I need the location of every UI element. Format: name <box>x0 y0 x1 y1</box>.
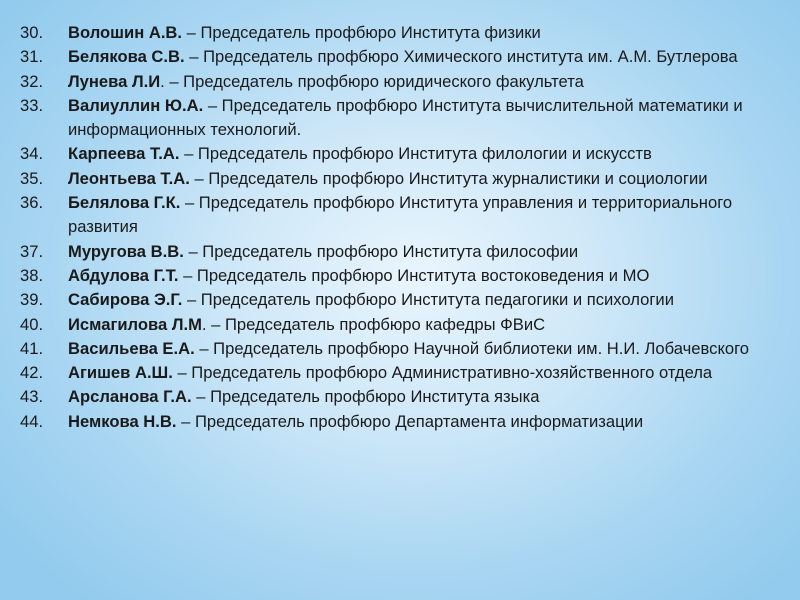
list-item <box>20 385 795 409</box>
item-number: 36. <box>20 193 44 213</box>
person-name: Лунева Л.И <box>68 71 161 91</box>
person-name: Васильева Е.А. <box>68 338 195 358</box>
list-item <box>20 45 795 69</box>
list-item <box>20 361 795 385</box>
item-number: 34. <box>20 144 44 164</box>
list-item <box>20 94 795 143</box>
person-name: Валиуллин Ю.А. <box>68 95 204 115</box>
person-name: Абдулова Г.Т. <box>68 265 179 285</box>
list-item <box>20 313 795 337</box>
item-text <box>68 313 795 337</box>
item-text <box>68 191 795 240</box>
item-number: 39. <box>20 290 44 310</box>
list-item <box>20 167 795 191</box>
item-text <box>68 94 795 143</box>
item-number: 30. <box>20 23 44 42</box>
person-role: – Председатель профбюро Института журналистики и социологии <box>189 168 708 188</box>
person-name: Белякова С.В. <box>68 47 185 67</box>
item-number: 35. <box>20 168 44 188</box>
person-role: . – Председатель профбюро кафедры ФВиС <box>201 314 546 334</box>
person-role: – Председатель профбюро Института управления и территориального развития <box>68 193 733 237</box>
person-role: – Председатель профбюро Научной библиотеки им. Н.И. Лобачевского <box>194 338 750 358</box>
person-name: Сабирова Э.Г. <box>68 290 183 310</box>
item-text <box>68 337 795 361</box>
item-number: 43. <box>20 387 44 407</box>
person-role: . – Председатель профбюро юридического факультета <box>160 71 584 91</box>
list-item <box>20 142 795 166</box>
item-number: 44. <box>20 411 44 431</box>
item-number: 32. <box>20 71 44 91</box>
item-text <box>68 45 795 69</box>
person-name: Муругова В.В. <box>68 241 184 261</box>
person-role: – Председатель профбюро Института филологии и искусств <box>179 144 652 164</box>
list-item <box>20 191 795 240</box>
item-text <box>68 21 795 45</box>
person-role: – Председатель профбюро Института физики <box>182 23 541 42</box>
item-number: 38. <box>20 265 44 285</box>
person-name: Белялова Г.К. <box>68 193 181 213</box>
person-role: – Председатель профбюро Химического института им. А.М. Бутлерова <box>184 47 738 67</box>
item-number: 37. <box>20 241 44 261</box>
person-role: – Председатель профбюро Департамента информатизации <box>176 411 644 431</box>
list-item <box>20 21 795 45</box>
list-item <box>20 240 795 264</box>
item-number: 40. <box>20 314 44 334</box>
list-item <box>20 410 795 434</box>
person-role: – Председатель профбюро Института педагогики и психологии <box>182 290 674 310</box>
item-number: 41. <box>20 338 44 358</box>
chairperson-list <box>20 21 795 434</box>
item-text <box>68 167 795 191</box>
item-text <box>68 264 795 288</box>
item-number: 33. <box>20 95 44 115</box>
person-name: Леонтьева Т.А. <box>68 168 190 188</box>
item-text <box>68 288 795 312</box>
person-name: Арсланова Г.А. <box>68 387 192 407</box>
person-role: – Председатель профбюро Института философии <box>183 241 579 261</box>
item-text <box>68 410 795 434</box>
item-text <box>68 385 795 409</box>
list-item <box>20 337 795 361</box>
person-name: Исмагилова Л.М <box>68 314 202 334</box>
person-name: Немкова Н.В. <box>68 411 177 431</box>
person-role: – Председатель профбюро Административно-хозяйственного отдела <box>172 363 713 383</box>
person-role: – Председатель профбюро Института востоковедения и МО <box>178 265 650 285</box>
item-text <box>68 240 795 264</box>
list-item <box>20 264 795 288</box>
list-item <box>20 70 795 94</box>
item-text <box>68 142 795 166</box>
list-item <box>20 288 795 312</box>
person-role: – Председатель профбюро Института языка <box>191 387 540 407</box>
person-name: Волошин А.В. <box>68 23 183 42</box>
item-text <box>68 70 795 94</box>
person-name: Карпеева Т.А. <box>68 144 180 164</box>
item-number: 31. <box>20 47 44 67</box>
item-text <box>68 361 795 385</box>
item-number: 42. <box>20 363 44 383</box>
person-role: – Председатель профбюро Института вычислительной математики и информационных технологий. <box>68 95 743 140</box>
person-name: Агишев А.Ш. <box>68 363 173 383</box>
